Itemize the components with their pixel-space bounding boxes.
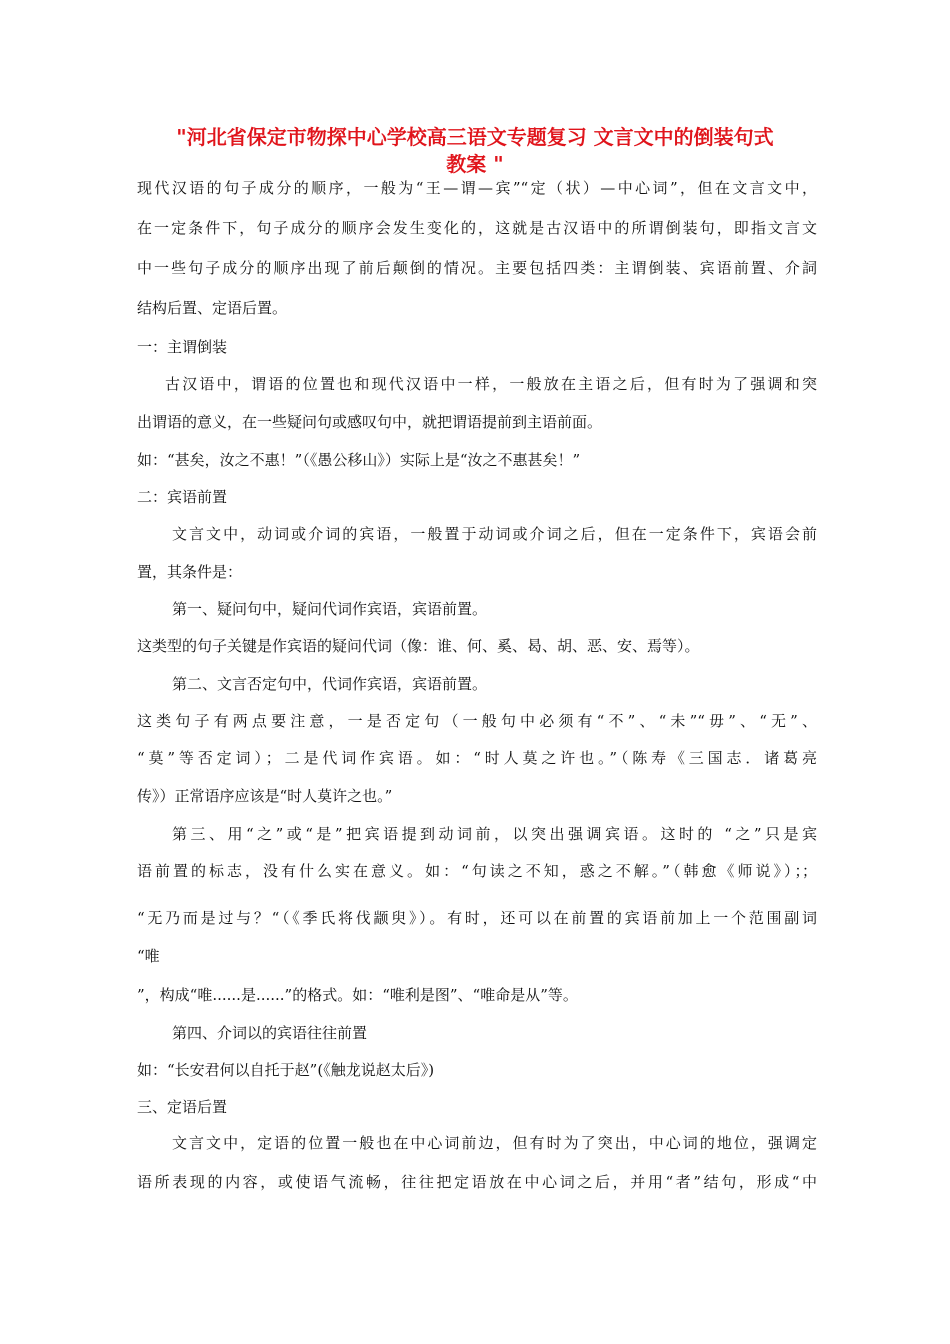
body-line: 如：“长安君何以自托于赵”(《触龙说赵太后》) xyxy=(137,1061,435,1079)
body-line: 文言文中，动词或介词的宾语，一般置于动词或介词之后，但在一定条件下，宾语会前 xyxy=(172,525,817,543)
body-line: 传》）正常语序应该是“时人莫许之也。” xyxy=(137,787,393,805)
body-line: 语前置的标志，没有什么实在意义。如：“句读之不知，惑之不解。”（韩愈《师说》）；； xyxy=(137,862,817,880)
body-line: 中一些句子成分的顺序出现了前后颠倒的情况。主要包括四类：主谓倒装、宾语前置、介詞 xyxy=(137,259,817,277)
body-line: ”，构成“唯......是......”的格式。如：“唯利是图”、“唯命是从”等。 xyxy=(137,986,578,1004)
body-line: 如：“甚矣，汝之不惠！”（《愚公移山》）实际上是“汝之不惠甚矣！” xyxy=(137,451,581,469)
section-heading: 二：宾语前置 xyxy=(137,488,228,506)
body-line: “唯 xyxy=(137,947,160,965)
body-line: 置，其条件是： xyxy=(137,563,243,581)
body-line: “莫”等否定词）；二是代词作宾语。如：“时人莫之许也。”（陈寿《三国志．诸葛亮 xyxy=(137,749,817,767)
section-heading: 三、定语后置 xyxy=(137,1098,228,1116)
body-line: 这类型的句子关键是作宾语的疑问代词（像：谁、何、奚、曷、胡、恶、安、焉等）。 xyxy=(137,637,700,655)
body-line: 第四、介词以的宾语往往前置 xyxy=(172,1024,368,1042)
body-line: 结构后置、定语后置。 xyxy=(137,299,288,317)
body-line: 语所表现的内容，或使语气流畅，往往把定语放在中心词之后，并用“者”结句，形成“中 xyxy=(137,1173,817,1191)
body-line: “无乃而是过与？“（《季氏将伐颛臾》）。有时，还可以在前置的宾语前加上一个范围副词 xyxy=(137,909,817,927)
body-line: 第二、文言否定句中，代词作宾语，宾语前置。 xyxy=(172,675,488,693)
document-title xyxy=(120,124,830,178)
body-line: 出谓语的意义，在一些疑问句或感叹句中，就把谓语提前到主语前面。 xyxy=(137,413,603,431)
body-line: 第一、疑问句中，疑问代词作宾语，宾语前置。 xyxy=(172,600,488,618)
title-line-1: "河北省保定市物探中心学校高三语文专题复习 文言文中的倒装句式 xyxy=(176,125,774,149)
body-line: 在一定条件下，句子成分的顺序会发生变化的，这就是古汉语中的所谓倒装句，即指文言文 xyxy=(137,219,817,237)
body-line: 这类句子有两点要注意，一是否定句（一般句中必须有“不”、“未”“毋”、“无”、 xyxy=(137,712,817,730)
body-line: 第三、用“之”或“是”把宾语提到动词前，以突出强调宾语。这时的 “之”只是宾 xyxy=(172,825,817,843)
section-heading: 一：主谓倒装 xyxy=(137,338,228,356)
title-line-2: 教案 " xyxy=(446,152,504,176)
body-line: 古汉语中，谓语的位置也和现代汉语中一样，一般放在主语之后，但有时为了强调和突 xyxy=(165,375,817,393)
body-line: 文言文中，定语的位置一般也在中心词前边，但有时为了突出，中心词的地位，强调定 xyxy=(172,1134,817,1152)
body-line: 现代汉语的句子成分的顺序，一般为“王—谓—宾”“定（状）—中心词”，但在文言文中， xyxy=(137,179,817,197)
